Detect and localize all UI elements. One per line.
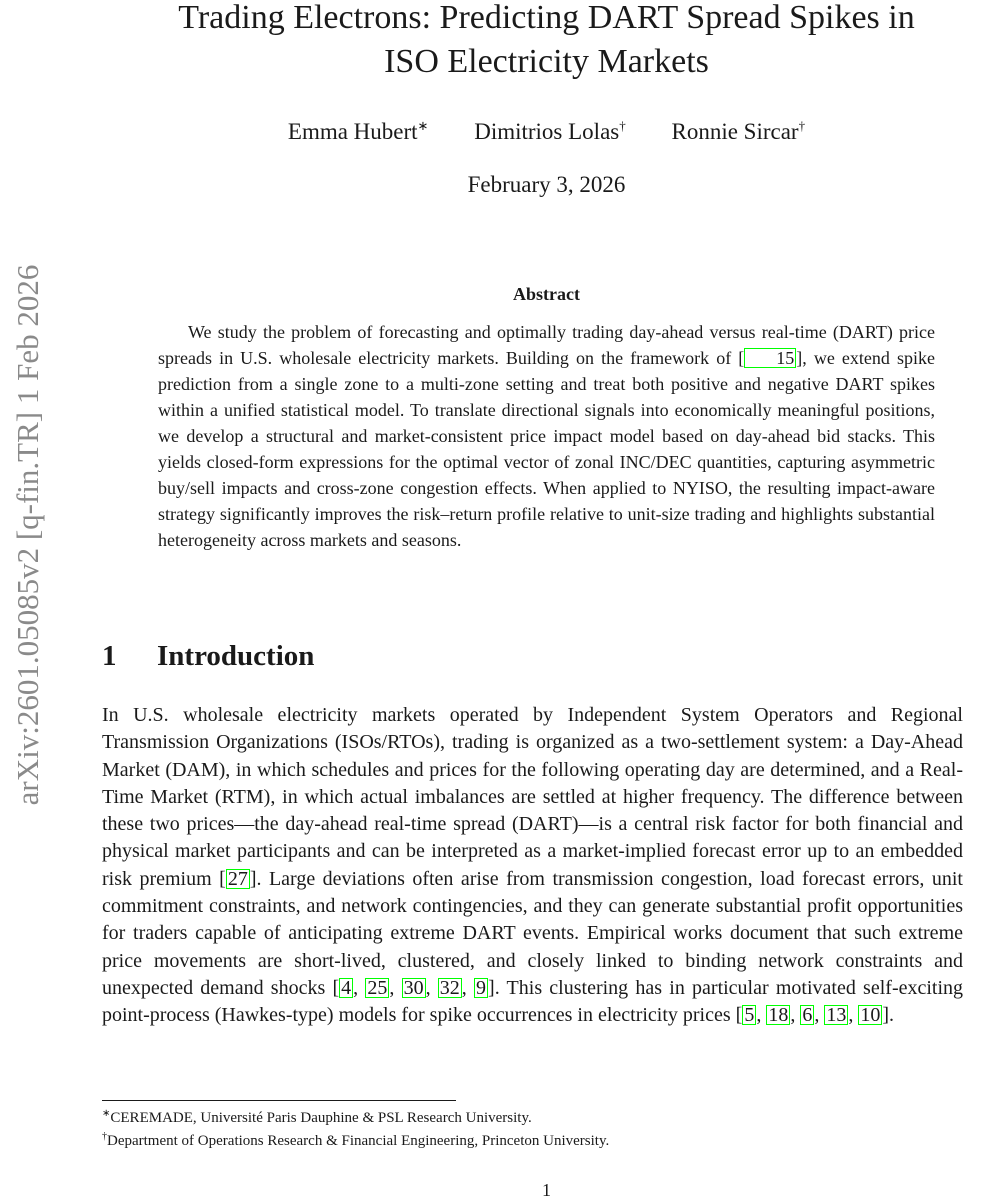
author-name: Emma Hubert bbox=[287, 119, 418, 144]
arxiv-identifier-stamp: arXiv:2601.05085v2 [q-fin.TR] 1 Feb 2026 bbox=[10, 264, 45, 806]
citation-link[interactable]: 9 bbox=[476, 976, 487, 999]
abstract-text-part: , we extend spike prediction from a single zone to a multi-zone setting and treat both positive and negative DART spikes within a unified statistical model. To translate directional signals into economically meaningful positions, we develop a structural and market-consistent price impact model based on day-ahead bid stacks. This yields closed-form expressions for the optimal vector of zonal INC/DEC quantities, capturing asymmetric buy/sell impacts and cross-zone congestion effects. When applied to NYISO, the resulting impact-aware strategy significantly improves the risk–return profile relative to unit-size trading and highlights substantial heterogeneity across markets and seasons. bbox=[158, 348, 935, 550]
page-number: 1 bbox=[542, 1180, 551, 1200]
author-3 bbox=[671, 118, 805, 145]
abstract-heading: Abstract bbox=[513, 284, 580, 304]
footnote-2 bbox=[102, 1127, 609, 1151]
intro-text-part: In U.S. wholesale electricity markets operated by Independent System Operators and Regional Transmission Organizations (ISOs/RTOs), trading is organized as a two-settlement system: a Day-Ahead Market (DAM), in which schedules and prices for the following operating day are determined, and a Real-Time Market (RTM), in which actual imbalances are settled at higher frequency. The difference between these two prices—the day-ahead real-time spread (DART)—is a central risk factor for both financial and physical market participants and can be interpreted as a market-implied forecast error up to an embedded risk premium bbox=[102, 704, 963, 890]
abstract-text: We study the problem of forecasting and optimally trading day-ahead versus real-time (DART) price spreads in U.S. wholesale electricity markets. Building on the framework of [ 15 ], we extend spike prediction from a single zone to a multi-zone setting and treat both positive and negative DART spikes within a unified statistical model. To translate directional signals into economically meaningful positions, we develop a structural and market-consistent price impact model based on day-ahead bid stacks. This yields closed-form expressions for the optimal vector of zonal INC/DEC quantities, capturing asymmetric buy/sell impacts and cross-zone congestion effects. When applied to NYISO, the resulting impact-aware strategy significantly improves the risk–return profile relative to unit-size trading and highlights substantial heterogeneity across markets and seasons. bbox=[158, 322, 935, 550]
author-name: Ronnie Sircar bbox=[671, 119, 799, 144]
footnote-text: CEREMADE, Université Paris Dauphine & PSL Research University. bbox=[110, 1110, 532, 1126]
footnote-1 bbox=[102, 1104, 532, 1128]
section-title: Introduction bbox=[157, 640, 315, 672]
publication-date: February 3, 2026 bbox=[467, 172, 626, 197]
citation-link[interactable]: 32 bbox=[439, 976, 460, 999]
author-2 bbox=[474, 118, 626, 145]
citation-link[interactable]: 27 bbox=[227, 867, 248, 890]
intro-text-part: . This clustering has in particular motivated self-exciting point-process (Hawkes-type) models for spike occurrences in electricity prices bbox=[102, 976, 964, 1027]
citation-link[interactable]: 10 bbox=[860, 1004, 881, 1027]
affiliation-mark: ∗ bbox=[417, 118, 429, 133]
footnote-text: Department of Operations Research & Financial Engineering, Princeton University. bbox=[107, 1133, 610, 1149]
title-line-2: ISO Electricity Markets bbox=[384, 43, 709, 80]
footnote-mark: † bbox=[102, 1131, 107, 1142]
citation-link[interactable]: 13 bbox=[826, 1004, 847, 1027]
section-number: 1 bbox=[102, 640, 117, 672]
abstract-text-part: We study the problem of forecasting and optimally trading day-ahead versus real-time (DART) price spreads in U.S. wholesale electricity markets. Building on the framework of bbox=[158, 322, 935, 368]
introduction-paragraph: In U.S. wholesale electricity markets operated by Independent System Operators and Regional Transmission Organizations (ISOs/RTOs), trading is organized as a two-settlement system: a Day-Ahead Market (DAM), in which schedules and prices for the following operating day are determined, and a Real-Time Market (RTM), in which actual imbalances are settled at higher frequency. The difference between these two prices—the day-ahead real-time spread (DART)—is a central risk factor for both financial and physical market participants and can be interpreted as a market-implied forecast error up to an embedded risk premium [ 27 ]. Large deviations often arise from transmission congestion, load forecast errors, unit commitment constraints, and network contingencies, and they can generate substantial profit opportunities for traders capable of anticipating extreme DART events. Empirical works document that such extreme price movements are short-lived, clustered, and closely linked to binding network constraints and unexpected demand shocks [ 4 , 25 , 30 , 32 , 9 ]. This clustering has in particular motivated self-exciting point-process (Hawkes-type) models for spike occurrences in electricity prices [ 5 , 18 , 6 , 13 , 10 ]. bbox=[102, 704, 964, 1027]
citation-link[interactable]: 18 bbox=[768, 1004, 789, 1027]
citation-link[interactable]: 6 bbox=[802, 1004, 813, 1027]
section-heading-introduction bbox=[102, 640, 314, 673]
citation-link[interactable]: 30 bbox=[403, 976, 424, 999]
author-1 bbox=[288, 118, 429, 145]
affiliation-mark: † bbox=[619, 118, 626, 133]
title-line-1: Trading Electrons: Predicting DART Spread Spikes in bbox=[178, 0, 915, 36]
paper-title bbox=[100, 0, 990, 84]
citation-link[interactable]: 4 bbox=[341, 976, 352, 999]
footnote-mark: ∗ bbox=[102, 1108, 111, 1119]
citation-link[interactable]: 5 bbox=[744, 1004, 755, 1027]
author-list bbox=[100, 118, 990, 145]
intro-text-part: . Large deviations often arise from transmission congestion, load forecast errors, unit commitment constraints, and network contingencies, and they can generate substantial profit opportunities for traders capable of anticipating extreme DART events. Empirical works document that such extreme price movements are short-lived, clustered, and closely linked to binding network constraints and unexpected demand shocks bbox=[102, 867, 963, 999]
citation-link[interactable]: 15 bbox=[744, 348, 796, 368]
affiliation-mark: † bbox=[798, 118, 806, 133]
intro-text-part: . bbox=[889, 1004, 894, 1027]
footnote-divider bbox=[102, 1100, 456, 1101]
citation-link[interactable]: 25 bbox=[367, 976, 388, 999]
author-name: Dimitrios Lolas bbox=[474, 119, 620, 144]
